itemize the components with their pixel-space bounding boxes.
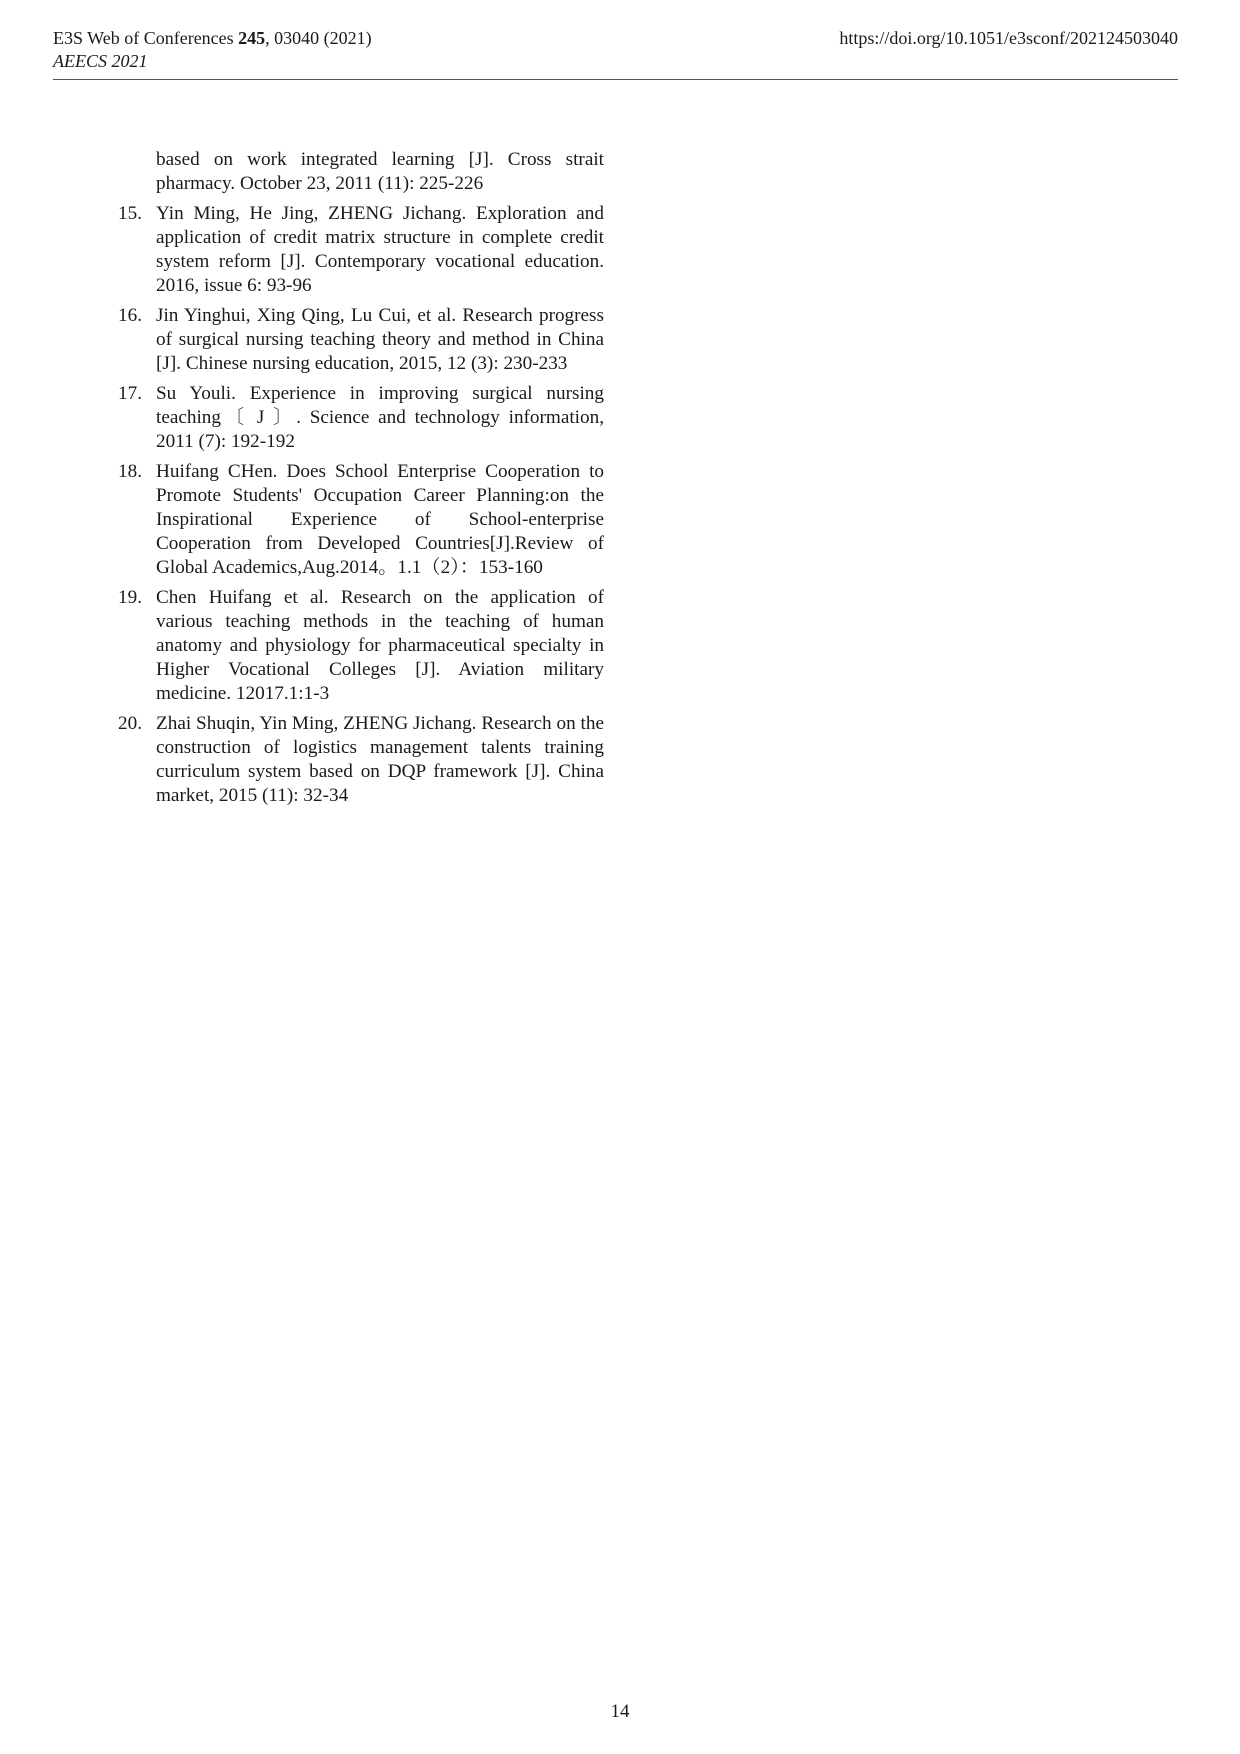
reference-text: Zhai Shuqin, Yin Ming, ZHENG Jichang. Research on the construction of logistics management talents training curriculum system based on DQP framework [J]. China market, 2015 (11): 32-34 [156, 713, 604, 806]
conference-name: AEECS 2021 [53, 51, 148, 71]
reference-text: Yin Ming, He Jing, ZHENG Jichang. Exploration and application of credit matrix structure in complete credit system reform [J]. Contemporary vocational education. 2016, issue 6: 93-96 [156, 203, 604, 296]
page-number: 14 [610, 1701, 630, 1722]
reference-item [108, 460, 604, 580]
reference-text: Huifang CHen. Does School Enterprise Cooperation to Promote Students' Occupation Career Planning:on the Inspirational Experience of School-enterprise Cooperation from Developed Countries[J].Review of Global Academics,Aug.2014。1.1（2）：153-160 [156, 461, 604, 578]
reference-item [108, 202, 604, 298]
doi-link[interactable]: https://doi.org/10.1051/e3sconf/202124503040 [839, 28, 1178, 48]
reference-item [108, 304, 604, 376]
journal-citation [53, 27, 372, 50]
page-header [53, 25, 1178, 80]
reference-item [108, 586, 604, 706]
reference-number: 16. [118, 305, 142, 326]
header-citation [53, 27, 372, 73]
reference-item [108, 148, 604, 196]
reference-list [108, 148, 604, 814]
reference-item [108, 712, 604, 808]
reference-text: Su Youli. Experience in improving surgical nursing teaching〔 J 〕. Science and technology information, 2011 (7): 192-192 [156, 383, 604, 452]
reference-number: 17. [118, 383, 142, 404]
reference-text: Chen Huifang et al. Research on the application of various teaching methods in the teaching of human anatomy and physiology for pharmaceutical specialty in Higher Vocational Colleges [J]. Aviation military medicine. 12017.1:1-3 [156, 587, 604, 704]
reference-number: 18. [118, 461, 142, 482]
reference-number: 15. [118, 203, 142, 224]
reference-text: Jin Yinghui, Xing Qing, Lu Cui, et al. Research progress of surgical nursing teaching theory and method in China [J]. Chinese nursing education, 2015, 12 (3): 230-233 [156, 305, 604, 374]
reference-item [108, 382, 604, 454]
reference-number: 20. [118, 713, 142, 734]
reference-number: 19. [118, 587, 142, 608]
article-number-year: , 03040 (2021) [265, 28, 372, 48]
journal-name: E3S Web of Conferences [53, 28, 239, 48]
journal-volume: 245 [238, 28, 266, 48]
reference-text: based on work integrated learning [J]. Cross strait pharmacy. October 23, 2011 (11): 225-226 [156, 149, 604, 194]
